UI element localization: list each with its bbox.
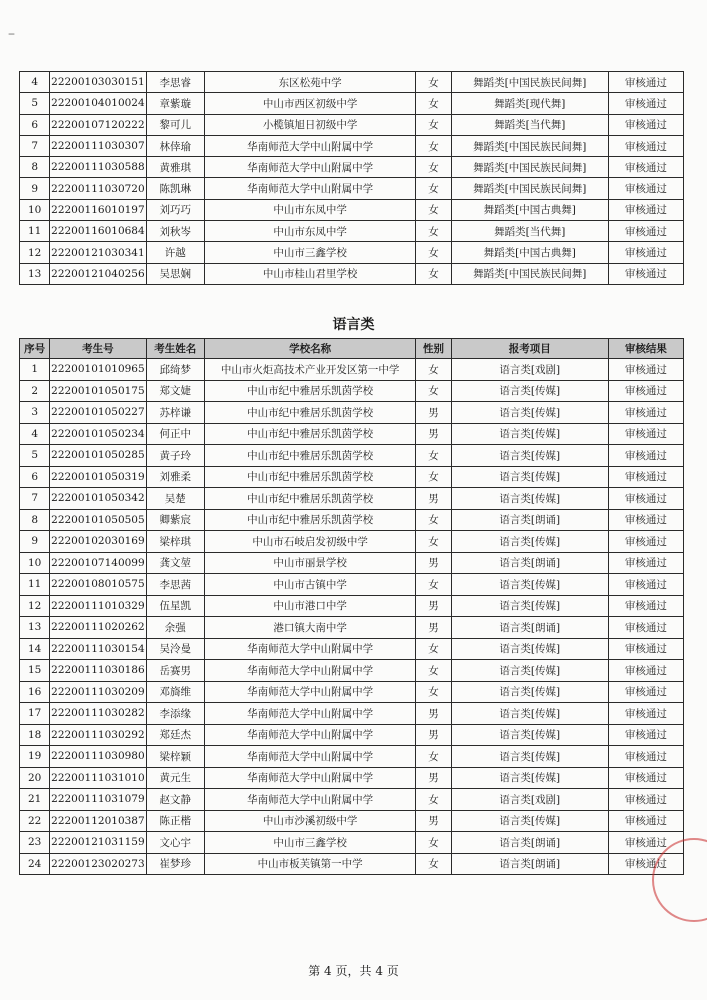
cell-gender: 女	[416, 135, 452, 156]
cell-item: 舞蹈类[现代舞]	[451, 93, 608, 114]
cell-name: 刘雅柔	[146, 466, 205, 488]
cell-id: 22200111030307	[50, 135, 146, 156]
cell-gender: 女	[416, 445, 452, 467]
cell-item: 语言类[朗诵]	[451, 853, 608, 875]
table-row	[20, 638, 684, 660]
table-row	[20, 488, 684, 510]
cell-item: 语言类[传媒]	[451, 660, 608, 682]
table-row	[20, 135, 684, 156]
cell-no: 19	[20, 746, 50, 768]
table-row	[20, 178, 684, 199]
cell-name: 黄元生	[146, 767, 205, 789]
cell-id: 22200102030169	[50, 531, 146, 553]
table-row	[20, 199, 684, 220]
cell-result: 审核通过	[608, 466, 683, 488]
cell-name: 吴楚	[146, 488, 205, 510]
cell-gender: 女	[416, 263, 452, 284]
cell-name: 刘秋岑	[146, 221, 205, 242]
cell-id: 22200103030151	[50, 72, 146, 93]
cell-name: 陈凯琳	[146, 178, 205, 199]
cell-result: 审核通过	[608, 853, 683, 875]
cell-item: 语言类[朗诵]	[451, 509, 608, 531]
cell-result: 审核通过	[608, 199, 683, 220]
cell-name: 邱绮梦	[146, 359, 205, 381]
cell-id: 22200104010024	[50, 93, 146, 114]
cell-id: 22200107120222	[50, 114, 146, 135]
cell-item: 语言类[传媒]	[451, 746, 608, 768]
cell-item: 语言类[传媒]	[451, 681, 608, 703]
cell-gender: 女	[416, 574, 452, 596]
cell-no: 5	[20, 93, 50, 114]
cell-no: 10	[20, 552, 50, 574]
cell-item: 语言类[朗诵]	[451, 552, 608, 574]
table-row	[20, 380, 684, 402]
table-row	[20, 767, 684, 789]
cell-item: 语言类[传媒]	[451, 724, 608, 746]
cell-id: 22200112010387	[50, 810, 146, 832]
cell-item: 语言类[传媒]	[451, 595, 608, 617]
cell-gender: 女	[416, 178, 452, 199]
cell-name: 李思茜	[146, 574, 205, 596]
cell-gender: 女	[416, 466, 452, 488]
cell-item: 语言类[传媒]	[451, 402, 608, 424]
cell-result: 审核通过	[608, 93, 683, 114]
cell-result: 审核通过	[608, 157, 683, 178]
cell-item: 语言类[传媒]	[451, 574, 608, 596]
cell-no: 24	[20, 853, 50, 875]
table-row	[20, 789, 684, 811]
cell-result: 审核通过	[608, 178, 683, 199]
cell-gender: 男	[416, 402, 452, 424]
cell-no: 12	[20, 242, 50, 263]
cell-result: 审核通过	[608, 617, 683, 639]
cell-item: 语言类[传媒]	[451, 423, 608, 445]
header-id: 考生号	[50, 339, 146, 359]
cell-result: 审核通过	[608, 724, 683, 746]
cell-school: 华南师范大学中山附属中学	[205, 157, 416, 178]
table-row	[20, 466, 684, 488]
table-row	[20, 263, 684, 284]
cell-school: 华南师范大学中山附属中学	[205, 746, 416, 768]
cell-item: 舞蹈类[中国民族民间舞]	[451, 72, 608, 93]
cell-no: 12	[20, 595, 50, 617]
cell-result: 审核通过	[608, 509, 683, 531]
cell-no: 9	[20, 531, 50, 553]
cell-result: 审核通过	[608, 445, 683, 467]
table-row	[20, 509, 684, 531]
cell-id: 22200111030588	[50, 157, 146, 178]
cell-school: 中山市板芙镇第一中学	[205, 853, 416, 875]
cell-id: 22200101050175	[50, 380, 146, 402]
cell-school: 东区松苑中学	[205, 72, 416, 93]
cell-no: 17	[20, 703, 50, 725]
cell-gender: 女	[416, 221, 452, 242]
cell-id: 22200101010965	[50, 359, 146, 381]
cell-gender: 女	[416, 242, 452, 263]
cell-school: 华南师范大学中山附属中学	[205, 703, 416, 725]
cell-name: 黄子玲	[146, 445, 205, 467]
cell-gender: 女	[416, 93, 452, 114]
cell-gender: 女	[416, 531, 452, 553]
cell-no: 10	[20, 199, 50, 220]
cell-result: 审核通过	[608, 767, 683, 789]
cell-school: 华南师范大学中山附属中学	[205, 178, 416, 199]
table-row	[20, 552, 684, 574]
cell-school: 中山市东凤中学	[205, 199, 416, 220]
table-row	[20, 660, 684, 682]
cell-result: 审核通过	[608, 746, 683, 768]
cell-no: 2	[20, 380, 50, 402]
cell-id: 22200101050227	[50, 402, 146, 424]
cell-no: 4	[20, 423, 50, 445]
cell-no: 7	[20, 135, 50, 156]
section-title: 语言类	[332, 317, 375, 333]
table-row	[20, 832, 684, 854]
cell-item: 舞蹈类[当代舞]	[451, 114, 608, 135]
cell-gender: 女	[416, 681, 452, 703]
cell-school: 中山市桂山君里学校	[205, 263, 416, 284]
cell-id: 22200107140099	[50, 552, 146, 574]
cell-no: 18	[20, 724, 50, 746]
cell-no: 22	[20, 810, 50, 832]
cell-result: 审核通过	[608, 135, 683, 156]
cell-item: 语言类[戏剧]	[451, 359, 608, 381]
cell-no: 6	[20, 114, 50, 135]
cell-no: 15	[20, 660, 50, 682]
cell-school: 中山市港口中学	[205, 595, 416, 617]
language-results-body	[20, 359, 684, 875]
cell-id: 22200116010197	[50, 199, 146, 220]
cell-no: 20	[20, 767, 50, 789]
cell-result: 审核通过	[608, 810, 683, 832]
table-row	[20, 703, 684, 725]
cell-id: 22200121030341	[50, 242, 146, 263]
table-row	[20, 574, 684, 596]
cell-no: 9	[20, 178, 50, 199]
cell-result: 审核通过	[608, 263, 683, 284]
cell-school: 中山市纪中雅居乐凯茵学校	[205, 423, 416, 445]
cell-no: 3	[20, 402, 50, 424]
table-row	[20, 617, 684, 639]
cell-id: 22200101050505	[50, 509, 146, 531]
cell-name: 岳赛男	[146, 660, 205, 682]
header-gender: 性别	[416, 339, 452, 359]
cell-school: 中山市丽景学校	[205, 552, 416, 574]
cell-school: 港口镇大南中学	[205, 617, 416, 639]
cell-gender: 男	[416, 767, 452, 789]
cell-id: 22200101050342	[50, 488, 146, 510]
cell-gender: 女	[416, 380, 452, 402]
cell-item: 舞蹈类[中国古典舞]	[451, 199, 608, 220]
cell-name: 赵文静	[146, 789, 205, 811]
cell-gender: 女	[416, 853, 452, 875]
cell-result: 审核通过	[608, 681, 683, 703]
cell-gender: 女	[416, 832, 452, 854]
cell-item: 语言类[传媒]	[451, 703, 608, 725]
table-row	[20, 221, 684, 242]
cell-no: 21	[20, 789, 50, 811]
cell-item: 舞蹈类[中国古典舞]	[451, 242, 608, 263]
table-row	[20, 423, 684, 445]
cell-school: 中山市纪中雅居乐凯茵学校	[205, 402, 416, 424]
cell-school: 小榄镇旭日初级中学	[205, 114, 416, 135]
cell-no: 13	[20, 617, 50, 639]
cell-gender: 女	[416, 359, 452, 381]
table-row	[20, 114, 684, 135]
table-row	[20, 531, 684, 553]
cell-school: 中山市纪中雅居乐凯茵学校	[205, 509, 416, 531]
cell-result: 审核通过	[608, 380, 683, 402]
header-result: 审核结果	[608, 339, 683, 359]
cell-result: 审核通过	[608, 488, 683, 510]
cell-id: 22200121031159	[50, 832, 146, 854]
cell-result: 审核通过	[608, 242, 683, 263]
header-school: 学校名称	[205, 339, 416, 359]
table-row	[20, 402, 684, 424]
scan-mark: –	[8, 26, 15, 42]
cell-id: 22200111030186	[50, 660, 146, 682]
cell-id: 22200111030292	[50, 724, 146, 746]
cell-id: 22200111031079	[50, 789, 146, 811]
cell-result: 审核通过	[608, 638, 683, 660]
cell-gender: 女	[416, 199, 452, 220]
cell-name: 陈正楷	[146, 810, 205, 832]
cell-item: 语言类[传媒]	[451, 638, 608, 660]
cell-name: 林倖瑜	[146, 135, 205, 156]
cell-name: 苏梓谦	[146, 402, 205, 424]
cell-gender: 女	[416, 660, 452, 682]
cell-result: 审核通过	[608, 574, 683, 596]
table-row	[20, 445, 684, 467]
cell-name: 崔梦珍	[146, 853, 205, 875]
cell-school: 华南师范大学中山附属中学	[205, 135, 416, 156]
cell-name: 吴泠曼	[146, 638, 205, 660]
cell-gender: 男	[416, 423, 452, 445]
cell-no: 14	[20, 638, 50, 660]
cell-id: 22200116010684	[50, 221, 146, 242]
cell-result: 审核通过	[608, 221, 683, 242]
cell-name: 刘巧巧	[146, 199, 205, 220]
cell-school: 中山市火炬高技术产业开发区第一中学	[205, 359, 416, 381]
cell-id: 22200108010575	[50, 574, 146, 596]
cell-school: 中山市纪中雅居乐凯茵学校	[205, 488, 416, 510]
cell-school: 华南师范大学中山附属中学	[205, 660, 416, 682]
cell-gender: 女	[416, 114, 452, 135]
cell-item: 语言类[传媒]	[451, 767, 608, 789]
cell-result: 审核通过	[608, 114, 683, 135]
cell-item: 语言类[传媒]	[451, 380, 608, 402]
cell-gender: 女	[416, 72, 452, 93]
cell-name: 李添缘	[146, 703, 205, 725]
cell-no: 23	[20, 832, 50, 854]
cell-name: 章紫璇	[146, 93, 205, 114]
cell-item: 舞蹈类[中国民族民间舞]	[451, 263, 608, 284]
cell-school: 中山市沙溪初级中学	[205, 810, 416, 832]
dance-results-table	[19, 71, 684, 285]
cell-gender: 女	[416, 509, 452, 531]
table-row	[20, 810, 684, 832]
table-row	[20, 72, 684, 93]
cell-item: 语言类[传媒]	[451, 466, 608, 488]
cell-name: 何正中	[146, 423, 205, 445]
language-results-table	[19, 338, 684, 875]
cell-result: 审核通过	[608, 402, 683, 424]
table-row	[20, 681, 684, 703]
table-row	[20, 359, 684, 381]
cell-gender: 女	[416, 638, 452, 660]
table-row	[20, 853, 684, 875]
cell-name: 龚文堃	[146, 552, 205, 574]
cell-result: 审核通过	[608, 72, 683, 93]
cell-school: 中山市三鑫学校	[205, 832, 416, 854]
cell-name: 李思睿	[146, 72, 205, 93]
cell-name: 许越	[146, 242, 205, 263]
cell-id: 22200111030154	[50, 638, 146, 660]
cell-gender: 男	[416, 552, 452, 574]
cell-school: 华南师范大学中山附属中学	[205, 767, 416, 789]
cell-name: 余强	[146, 617, 205, 639]
cell-name: 邓旖维	[146, 681, 205, 703]
cell-name: 文心宇	[146, 832, 205, 854]
cell-id: 22200111020262	[50, 617, 146, 639]
cell-item: 语言类[传媒]	[451, 810, 608, 832]
table-row	[20, 157, 684, 178]
cell-result: 审核通过	[608, 552, 683, 574]
table-row	[20, 242, 684, 263]
cell-school: 华南师范大学中山附属中学	[205, 724, 416, 746]
cell-gender: 女	[416, 746, 452, 768]
cell-gender: 女	[416, 157, 452, 178]
table-row	[20, 724, 684, 746]
cell-id: 22200111030980	[50, 746, 146, 768]
cell-id: 22200101050319	[50, 466, 146, 488]
cell-no: 1	[20, 359, 50, 381]
cell-no: 11	[20, 221, 50, 242]
cell-school: 中山市纪中雅居乐凯茵学校	[205, 445, 416, 467]
cell-name: 卿紫宸	[146, 509, 205, 531]
cell-id: 22200111031010	[50, 767, 146, 789]
cell-result: 审核通过	[608, 789, 683, 811]
cell-item: 语言类[传媒]	[451, 531, 608, 553]
cell-name: 梁梓琪	[146, 531, 205, 553]
cell-no: 4	[20, 72, 50, 93]
cell-id: 22200121040256	[50, 263, 146, 284]
table-row	[20, 93, 684, 114]
cell-gender: 男	[416, 810, 452, 832]
cell-id: 22200123020273	[50, 853, 146, 875]
cell-school: 中山市西区初级中学	[205, 93, 416, 114]
cell-no: 7	[20, 488, 50, 510]
cell-name: 郑廷杰	[146, 724, 205, 746]
cell-id: 22200111010329	[50, 595, 146, 617]
cell-id: 22200111030720	[50, 178, 146, 199]
cell-result: 审核通过	[608, 359, 683, 381]
cell-result: 审核通过	[608, 703, 683, 725]
cell-gender: 女	[416, 789, 452, 811]
cell-item: 舞蹈类[中国民族民间舞]	[451, 178, 608, 199]
cell-result: 审核通过	[608, 660, 683, 682]
cell-id: 22200101050285	[50, 445, 146, 467]
cell-no: 16	[20, 681, 50, 703]
cell-school: 中山市纪中雅居乐凯茵学校	[205, 466, 416, 488]
header-name: 考生姓名	[146, 339, 205, 359]
cell-item: 语言类[朗诵]	[451, 617, 608, 639]
cell-gender: 男	[416, 724, 452, 746]
cell-result: 审核通过	[608, 595, 683, 617]
cell-name: 伍星凯	[146, 595, 205, 617]
cell-gender: 男	[416, 595, 452, 617]
cell-id: 22200111030209	[50, 681, 146, 703]
cell-gender: 男	[416, 488, 452, 510]
cell-id: 22200111030282	[50, 703, 146, 725]
cell-school: 中山市纪中雅居乐凯茵学校	[205, 380, 416, 402]
cell-school: 华南师范大学中山附属中学	[205, 789, 416, 811]
cell-item: 语言类[传媒]	[451, 445, 608, 467]
header-no: 序号	[20, 339, 50, 359]
header-item: 报考项目	[451, 339, 608, 359]
cell-result: 审核通过	[608, 832, 683, 854]
table-row	[20, 746, 684, 768]
cell-name: 梁梓颖	[146, 746, 205, 768]
cell-item: 语言类[朗诵]	[451, 832, 608, 854]
cell-name: 黎可儿	[146, 114, 205, 135]
cell-school: 中山市三鑫学校	[205, 242, 416, 263]
cell-no: 6	[20, 466, 50, 488]
table-row	[20, 595, 684, 617]
cell-id: 22200101050234	[50, 423, 146, 445]
cell-no: 13	[20, 263, 50, 284]
cell-school: 华南师范大学中山附属中学	[205, 681, 416, 703]
cell-result: 审核通过	[608, 423, 683, 445]
cell-school: 中山市东凤中学	[205, 221, 416, 242]
table-header-row	[20, 339, 684, 359]
cell-school: 华南师范大学中山附属中学	[205, 638, 416, 660]
cell-no: 8	[20, 157, 50, 178]
dance-results-body	[20, 72, 684, 285]
cell-no: 11	[20, 574, 50, 596]
cell-no: 5	[20, 445, 50, 467]
cell-item: 语言类[戏剧]	[451, 789, 608, 811]
cell-name: 吴思娴	[146, 263, 205, 284]
cell-item: 舞蹈类[中国民族民间舞]	[451, 157, 608, 178]
cell-result: 审核通过	[608, 531, 683, 553]
cell-name: 郑文婕	[146, 380, 205, 402]
cell-name: 黄雅琪	[146, 157, 205, 178]
cell-item: 舞蹈类[当代舞]	[451, 221, 608, 242]
cell-item: 语言类[传媒]	[451, 488, 608, 510]
cell-item: 舞蹈类[中国民族民间舞]	[451, 135, 608, 156]
cell-gender: 男	[416, 617, 452, 639]
cell-school: 中山市古镇中学	[205, 574, 416, 596]
page-footer: 第 4 页，共 4 页	[308, 964, 399, 978]
cell-gender: 男	[416, 703, 452, 725]
cell-no: 8	[20, 509, 50, 531]
cell-school: 中山市石岐启发初级中学	[205, 531, 416, 553]
